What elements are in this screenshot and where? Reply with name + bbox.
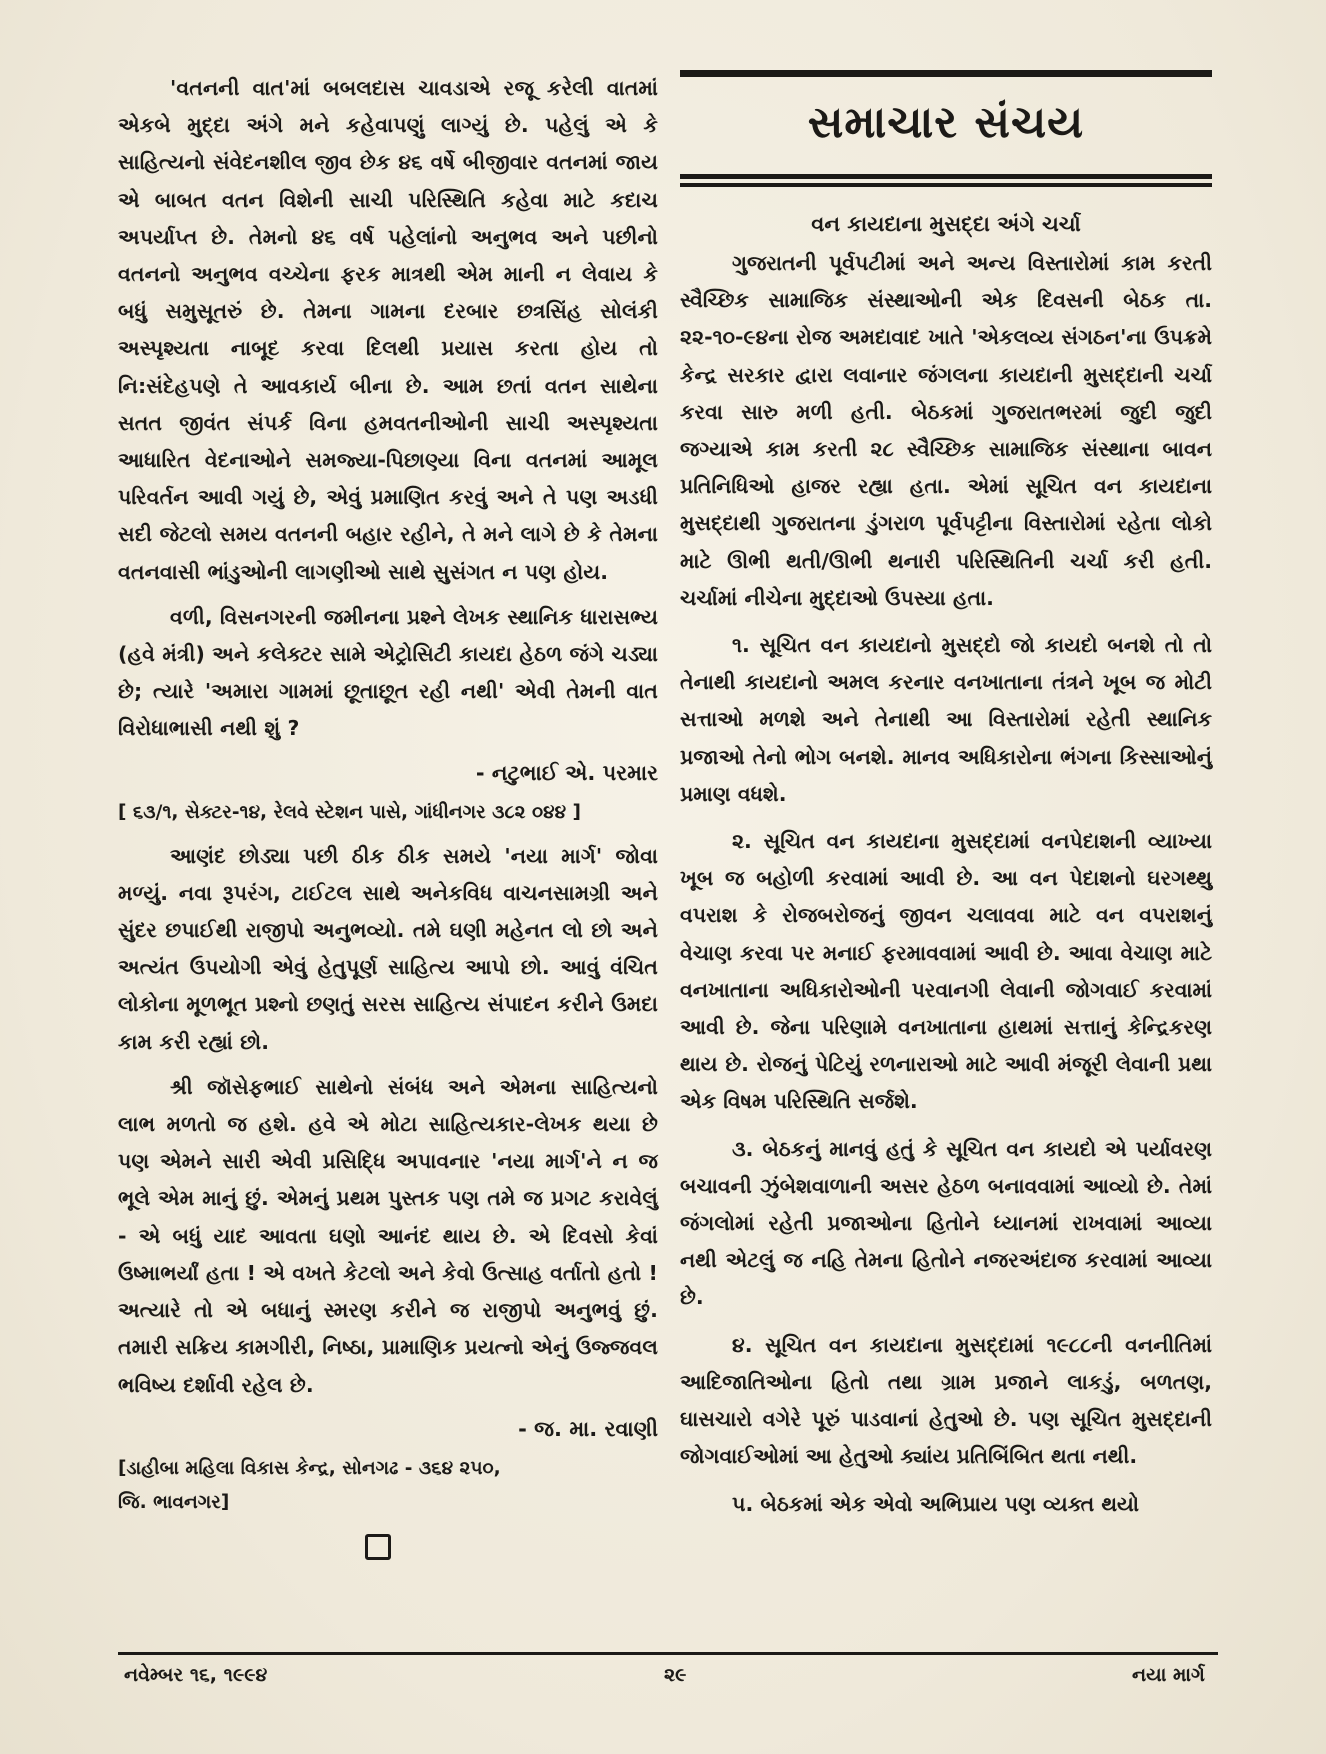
letter1-signature: - નટુભાઈ એ. પરમાર bbox=[475, 760, 658, 785]
footer-rule bbox=[118, 1652, 1218, 1655]
letter2-para2: શ્રી જૉસેફભાઈ સાથેનો સંબંધ અને એમના સાહિત્યનો લાભ મળતો જ હશે. હવે એ મોટા સાહિત્યકાર-લેખક થયા છે પણ એમને સારી એવી પ્રસિદ્ધિ અપાવનાર 'નયા માર્ગ'ને ન જ ભૂલે એમ માનું છું. એમનું પ્રથમ પુસ્તક પણ તમે જ પ્રગટ કરાવેલું - એ બધું યાદ આવતા ઘણો આનંદ થાય છે. એ દિવસો કેવાં ઉષ્માભર્યાં હતા ! એ વખતે કેટલો અને કેવો ઉત્સાહ વર્તાતો હતો ! અત્યારે તો એ બધાનું સ્મરણ કરીને જ રાજીપો અનુભવું છું. તમારી સક્રિય કામગીરી, નિષ્ઠા, પ્રામાણિક પ્રયત્નો એનું ઉજ્જવલ ભવિષ્ય દર્શાવી રહેલ છે. bbox=[118, 1074, 658, 1397]
article-point4: ૪. સૂચિત વન કાયદાના મુસદ્દામાં ૧૯૮૮ની વનનીતિમાં આદિજાતિઓના હિતો તથા ગ્રામ પ્રજાને લાકડું, બળતણ, ઘાસચારો વગેરે પૂરું પાડવાનાં હેતુઓ છે. પણ સૂચિત મુસદ્દાની જોગવાઈઓમાં આ હેતુઓ ક્યાંય પ્રતિબિંબિત થતા નથી. bbox=[680, 1332, 1212, 1469]
article-point1: ૧. સૂચિત વન કાયદાનો મુસદ્દો જો કાયદો બનશે તો તો તેનાથી કાયદાનો અમલ કરનાર વનખાતાના તંત્રને ખૂબ જ મોટી સત્તાઓ મળશે અને તેનાથી આ વિસ્તારોમાં રહેતી સ્થાનિક પ્રજાઓ તેનો ભોગ બનશે. માનવ અધિકારોના ભંગના કિસ્સાઓનું પ્રમાણ વધશે. bbox=[680, 633, 1212, 806]
letter2-address-line2: જિ. ભાવનગર] bbox=[118, 1491, 230, 1513]
letter1-para2: વળી, વિસનગરની જમીનના પ્રશ્ને લેખક સ્થાનિક ધારાસભ્ય (હવે મંત્રી) અને કલેક્ટર સામે એટ્રોસિટી કાયદા હેઠળ જંગે ચડ્યા છે; ત્યારે 'અમારા ગામમાં છૂતાછૂત રહી નથી' એવી તેમની વાત વિરોધાભાસી નથી શું ? bbox=[118, 604, 658, 741]
letter2-para1: આણંદ છોડ્યા પછી ઠીક ઠીક સમયે 'નયા માર્ગ' જોવા મળ્યું. નવા રૂપરંગ, ટાઈટલ સાથે અનેકવિધ વાચનસામગ્રી અને સુંદર છપાઈથી રાજીપો અનુભવ્યો. તમે ઘણી મહેનત લો છો અને અત્યંત ઉપયોગી એવું હેતુપૂર્ણ સાહિત્ય આપો છો. આવું વંચિત લોકોના મૂળભૂત પ્રશ્નો છણતું સરસ સાહિત્ય સંપાદન કરીને ઉમદા કામ કરી રહ્યાં છો. bbox=[118, 843, 658, 1054]
article-point3: ૩. બેઠકનું માનવું હતું કે સૂચિત વન કાયદો એ પર્યાવરણ બચાવની ઝુંબેશવાળાની અસર હેઠળ બનાવવામાં આવ્યો છે. તેમાં જંગલોમાં રહેતી પ્રજાઓના હિતોને ધ્યાનમાં રાખવામાં આવ્યા નથી એટલું જ નહિ તેમના હિતોને નજરઅંદાજ કરવામાં આવ્યા છે. bbox=[680, 1136, 1212, 1310]
letter1-para1: 'વતનની વાત'માં બબલદાસ ચાવડાએ રજૂ કરેલી વાતમાં એકબે મુદ્દા અંગે મને કહેવાપણું લાગ્યું છે. પહેલું એ કે સાહિત્યનો સંવેદનશીલ જીવ છેક ૪૬ વર્ષે બીજીવાર વતનમાં જાય એ બાબત વતન વિશેની સાચી પરિસ્થિતિ કહેવા માટે કદાચ અપર્યાપ્ત છે. તેમનો ૪૬ વર્ષ પહેલાંનો અનુભવ અને પછીનો વતનનો અનુભવ વચ્ચેના ફરક માત્રથી એમ માની ન લેવાય કે બધું સમુસૂતરું છે. તેમના ગામના દરબાર છત્રસિંહ સોલંકી અસ્પૃશ્યતા નાબૂદ કરવા દિલથી પ્રયાસ કરતા હોય તો નિ:સંદેહપણે તે આવકાર્ય બીના છે. આમ છતાં વતન સાથેના સતત જીવંત સંપર્ક વિના હમવતનીઓની સાચી અસ્પૃશ્યતા આધારિત વેદનાઓને સમજ્યા-પિછાણ્યા વિના વતનમાં આમૂલ પરિવર્તન આવી ગયું છે, એવું પ્રમાણિત કરવું અને તે પણ અડધી સદી જેટલો સમય વતનની બહાર રહીને, તે મને લાગે છે કે તેમના વતનવાસી ભાંડુઓની લાગણીઓ સાથે સુસંગત ન પણ હોય. bbox=[118, 76, 658, 584]
section-rule-bottom-2 bbox=[680, 183, 1212, 187]
article-point5: ૫. બેઠકમાં એક એવો અભિપ્રાય પણ વ્યક્ત થયો bbox=[732, 1491, 1139, 1516]
section-rule-bottom bbox=[680, 174, 1212, 179]
footer-date: નવેમ્બર ૧૬, ૧૯૯૪ bbox=[124, 1664, 268, 1686]
letter2-address-line1: [ડાહીબા મહિલા વિકાસ કેન્દ્ર, સોનગઢ - ૩૬૪ ૨૫૦, bbox=[118, 1457, 501, 1479]
news-column bbox=[680, 70, 1212, 1523]
letter1-address: [ ૬૩/૧, સેક્ટર-૧૪, રેલવે સ્ટેશન પાસે, ગાંધીનગર ૩૮૨ ૦૪૪ ] bbox=[118, 801, 581, 823]
end-mark-icon bbox=[365, 1534, 391, 1560]
letters-column bbox=[118, 70, 658, 1560]
footer-magazine-name: નયા માર્ગ bbox=[1132, 1664, 1205, 1686]
letter2-signature: - જ. મા. રવાણી bbox=[518, 1416, 658, 1441]
letter2-address bbox=[118, 1452, 658, 1520]
footer-page-number: ૨૯ bbox=[664, 1664, 687, 1686]
article-point2: ૨. સૂચિત વન કાયદાના મુસદ્દામાં વનપેદાશની વ્યાખ્યા ખૂબ જ બહોળી કરવામાં આવી છે. આ વન પેદાશનો ઘરગથ્થુ વપરાશ કે રોજબરોજનું જીવન ચલાવવા માટે વન વપરાશનું વેચાણ કરવા પર મનાઈ ફરમાવવામાં આવી છે. આવા વેચાણ માટે વનખાતાના અધિકારોઓની પરવાનગી લેવાની જોગવાઈ કરવામાં આવી છે. જેના પરિણામે વનખાતાના હાથમાં સત્તાનું કેન્દ્રિકરણ થાય છે. રોજનું પેટિયું રળનારાઓ માટે આવી મંજૂરી લેવાની પ્રથા એક વિષમ પરિસ્થિતિ સર્જશે. bbox=[680, 829, 1212, 1114]
article-title: વન કાયદાના મુસદ્દા અંગે ચર્ચા bbox=[811, 212, 1081, 236]
article-para1: ગુજરાતની પૂર્વપટીમાં અને અન્ય વિસ્તારોમાં કામ કરતી સ્વૈચ્છિક સામાજિક સંસ્થાઓની એક દિવસની બેઠક તા. ૨૨-૧૦-૯૪ના રોજ અમદાવાદ ખાતે 'એકલવ્ય સંગઠન'ના ઉપક્રમે કેન્દ્ર સરકાર દ્વારા લવાનાર જંગલના કાયદાની મુસદ્દાની ચર્ચા કરવા સારુ મળી હતી. બેઠકમાં ગુજરાતભરમાં જુદી જુદી જગ્યાએ કામ કરતી ૨૮ સ્વૈચ્છિક સામાજિક સંસ્થાના બાવન પ્રતિનિધિઓ હાજર રહ્યા હતા. એમાં સૂચિત વન કાયદાના મુસદ્દાથી ગુજરાતના ડુંગરાળ પૂર્વપટ્ટીના વિસ્તારોમાં રહેતા લોકો માટે ઊભી થતી/ઊભી થનારી પરિસ્થિતિની ચર્ચા કરી હતી. ચર્ચામાં નીચેના મુદ્દાઓ ઉપસ્યા હતા. bbox=[680, 251, 1212, 610]
section-rule-top bbox=[680, 70, 1212, 77]
section-title: સમાચાર સંચય bbox=[807, 97, 1085, 148]
